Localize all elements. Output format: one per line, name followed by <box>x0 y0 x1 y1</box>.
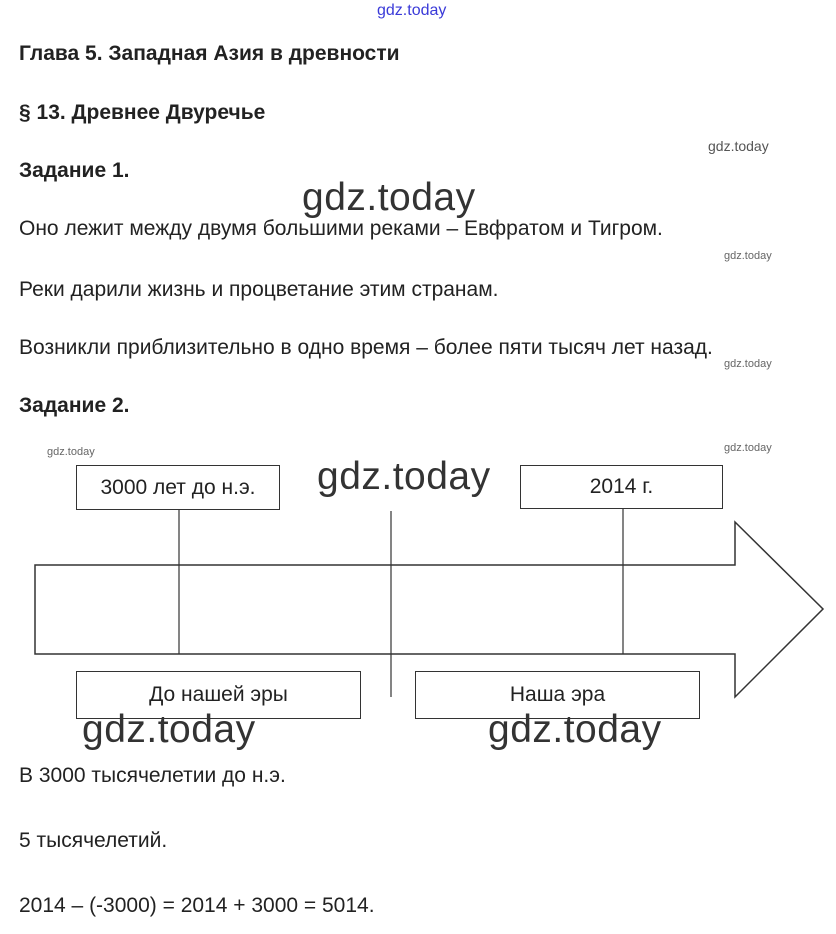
task1-answer-3: Возникли приблизительно в одно время – более пяти тысяч лет назад. <box>19 336 713 359</box>
task1-answer-1: Оно лежит между двумя большими реками – Евфратом и Тигром. <box>19 217 663 240</box>
watermark-large: gdz.today <box>488 708 662 751</box>
task1-answer-2: Реки дарили жизнь и процветание этим странам. <box>19 278 499 301</box>
watermark: gdz.today <box>724 358 772 370</box>
watermark: gdz.today <box>724 442 772 454</box>
watermark-large: gdz.today <box>317 455 491 498</box>
task2-answer-3: 2014 – (-3000) = 2014 + 3000 = 5014. <box>19 894 375 917</box>
label-3000-bc-text: 3000 лет до н.э. <box>100 475 256 499</box>
label-2014 <box>520 465 723 509</box>
label-3000-bc <box>76 465 280 510</box>
watermark-large: gdz.today <box>302 176 476 219</box>
task2-title: Задание 2. <box>19 394 130 417</box>
watermark-large: gdz.today <box>82 708 256 751</box>
task2-answer-2: 5 тысячелетий. <box>19 829 168 852</box>
watermark: gdz.today <box>708 138 769 154</box>
watermark: gdz.today <box>47 446 95 458</box>
watermark: gdz.today <box>724 250 772 262</box>
section-title: § 13. Древнее Двуречье <box>19 101 266 124</box>
label-ad-era-text: Наша эра <box>509 683 606 706</box>
watermark-top: gdz.today <box>377 2 447 19</box>
task2-answer-1: В 3000 тысячелетии до н.э. <box>19 764 286 787</box>
label-2014-text: 2014 г. <box>589 475 654 498</box>
label-bc-era-text: До нашей эры <box>149 683 288 706</box>
task1-title: Задание 1. <box>19 159 130 182</box>
chapter-title: Глава 5. Западная Азия в древности <box>19 42 400 65</box>
